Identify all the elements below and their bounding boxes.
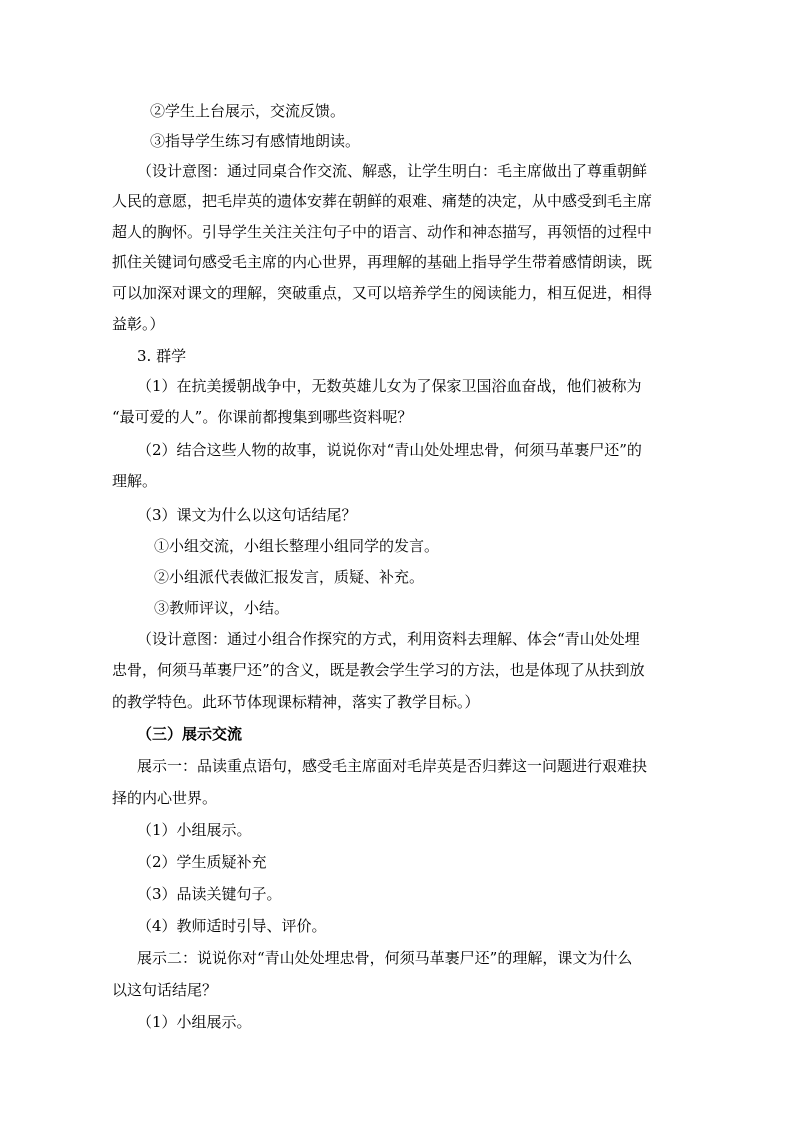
text-line: ③指导学生练习有感情地朗读。 <box>150 132 361 150</box>
text-line: （1）小组展示。 <box>137 1013 252 1031</box>
text-line: ②小组派代表做汇报发言，质疑、补充。 <box>154 568 425 586</box>
text-line: 益彰。） <box>112 315 165 333</box>
text-line: （设计意图：通过小组合作探究的方式，利用资料去理解、体会“青山处处埋 <box>137 630 640 648</box>
text-line: （2）结合这些人物的故事，说说你对“青山处处埋忠骨，何须马革裹尸还”的 <box>137 441 642 459</box>
text-line: 忠骨，何须马革裹尸还”的含义，既是教会学生学习的方法，也是体现了从扶到放 <box>112 661 645 679</box>
text-line: 择的内心世界。 <box>112 789 218 807</box>
text-line: （3）品读关键句子。 <box>137 885 282 903</box>
text-line: 超人的胸怀。引导学生关注关注句子中的语言、动作和神态描写，再领悟的过程中 <box>112 223 653 241</box>
section-heading: （三）展示交流 <box>137 725 243 743</box>
text-line: “最可爱的人”。你课前都搜集到哪些资料呢？ <box>112 408 413 426</box>
text-line: （1）在抗美援朝战争中，无数英雄儿女为了保家卫国浴血奋战，他们被称为 <box>137 377 642 395</box>
text-line: ②学生上台展示，交流反馈。 <box>150 102 346 120</box>
text-line: 抓住关键词句感受毛主席的内心世界，再理解的基础上指导学生带着感情朗读，既 <box>112 253 653 271</box>
text-line: （1）小组展示。 <box>137 821 252 839</box>
text-line: （2）学生质疑补充 <box>137 853 267 871</box>
text-line: 展示二：说说你对“青山处处埋忠骨，何须马革裹尸还”的理解，课文为什么 <box>137 949 633 967</box>
text-line: 人民的意愿，把毛岸英的遗体安葬在朝鲜的艰难、痛楚的决定，从中感受到毛主席 <box>112 192 653 210</box>
text-line: 理解。 <box>112 472 158 490</box>
text-line: （设计意图：通过同桌合作交流、解惑，让学生明白：毛主席做出了尊重朝鲜 <box>137 162 648 180</box>
text-line: 展示一：品读重点语句，感受毛主席面对毛岸英是否归葬这一问题进行艰难抉 <box>137 757 648 775</box>
text-line: 的教学特色。此环节体现课标精神，落实了教学目标。） <box>112 693 480 711</box>
text-line: ③教师评议，小结。 <box>154 599 290 617</box>
text-line: （3）课文为什么以这句话结尾？ <box>137 506 357 524</box>
section-heading: 3. 群学 <box>137 347 187 365</box>
text-line: 可以加深对课文的理解，突破重点，又可以培养学生的阅读能力，相互促进，相得 <box>112 284 653 302</box>
text-line: 以这句话结尾？ <box>112 981 218 999</box>
text-line: ①小组交流，小组长整理小组同学的发言。 <box>154 537 440 555</box>
text-line: （4）教师适时引导、评价。 <box>137 917 327 935</box>
